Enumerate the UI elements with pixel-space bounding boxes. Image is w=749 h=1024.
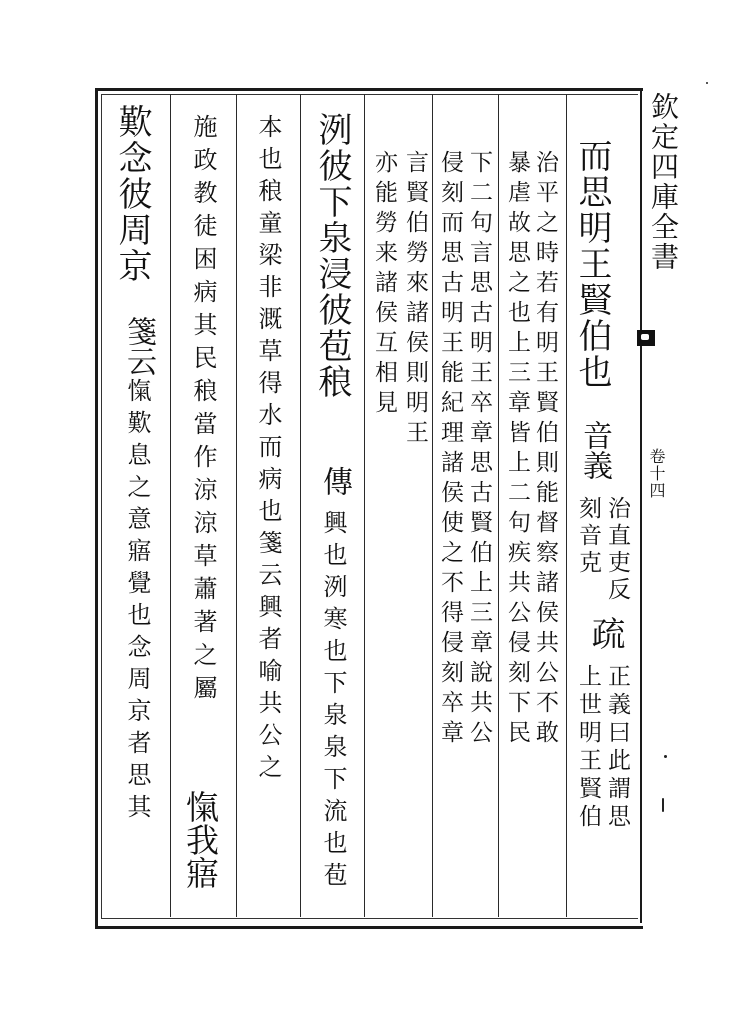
verse-line-2: 洌彼下泉浸彼苞稂 (312, 112, 352, 400)
shu-note-b: 上世明王賢伯 (575, 664, 601, 832)
commentary-line: 愾歎息之意寤覺也念周京者思其 (123, 378, 151, 826)
shu-note-a: 正義曰此謂思 (604, 664, 630, 832)
commentary-line: 暴虐故思之也上三章皆上二句疾共公侵刻下民 (504, 150, 530, 750)
shu-label: 疏 (585, 616, 625, 650)
chuan-label: 傳 (317, 466, 352, 496)
column-rule (236, 94, 237, 917)
column-rule (432, 94, 433, 917)
commentary-line: 興也洌寒也下泉泉下流也苞 (319, 510, 347, 894)
jian-label: 箋云 (121, 316, 156, 376)
verse-line-1: 而思明王賢伯也 (572, 138, 612, 390)
scan-speck (706, 82, 708, 84)
commentary-line: 亦能勞来諸侯互相見 (371, 150, 397, 420)
column-rule (300, 94, 301, 917)
verse-line-3: 愾我寤 (181, 790, 220, 889)
yinyi-note-a: 治直吏反 (604, 496, 630, 604)
yinyi-label: 音義 (577, 420, 612, 480)
column-rule (566, 94, 567, 917)
commentary-line: 侵刻而思古明王能紀理諸侯使之不得侵刻卒章 (437, 150, 463, 750)
commentary-line: 本也稂童梁非溉草得水而病也箋云興者喻共公之 (254, 114, 282, 786)
commentary-line: 治平之時若有明王賢伯則能督察諸侯共公不敢 (532, 150, 558, 750)
book-title: 欽定四庫全書 (647, 92, 680, 272)
column-rule (498, 94, 499, 917)
verse-line-4: 歎念彼周京 (112, 104, 152, 284)
commentary-line: 下二句言思古明王卒章思古賢伯上三章說共公 (466, 150, 492, 750)
juan-number: 卷十四 (647, 448, 666, 499)
fish-tail-mark (637, 330, 655, 346)
commentary-line: 施政教徒困病其民稂當作涼涼草蕭著之屬 (189, 114, 217, 708)
column-rule (170, 94, 171, 917)
commentary-line: 言賢伯勞來諸侯則明王 (402, 150, 428, 450)
scan-speck (662, 798, 664, 812)
fold-edge-rule (640, 88, 642, 923)
scan-speck (664, 755, 667, 758)
yinyi-note-b: 刻音克 (575, 496, 601, 577)
column-rule (364, 94, 365, 917)
